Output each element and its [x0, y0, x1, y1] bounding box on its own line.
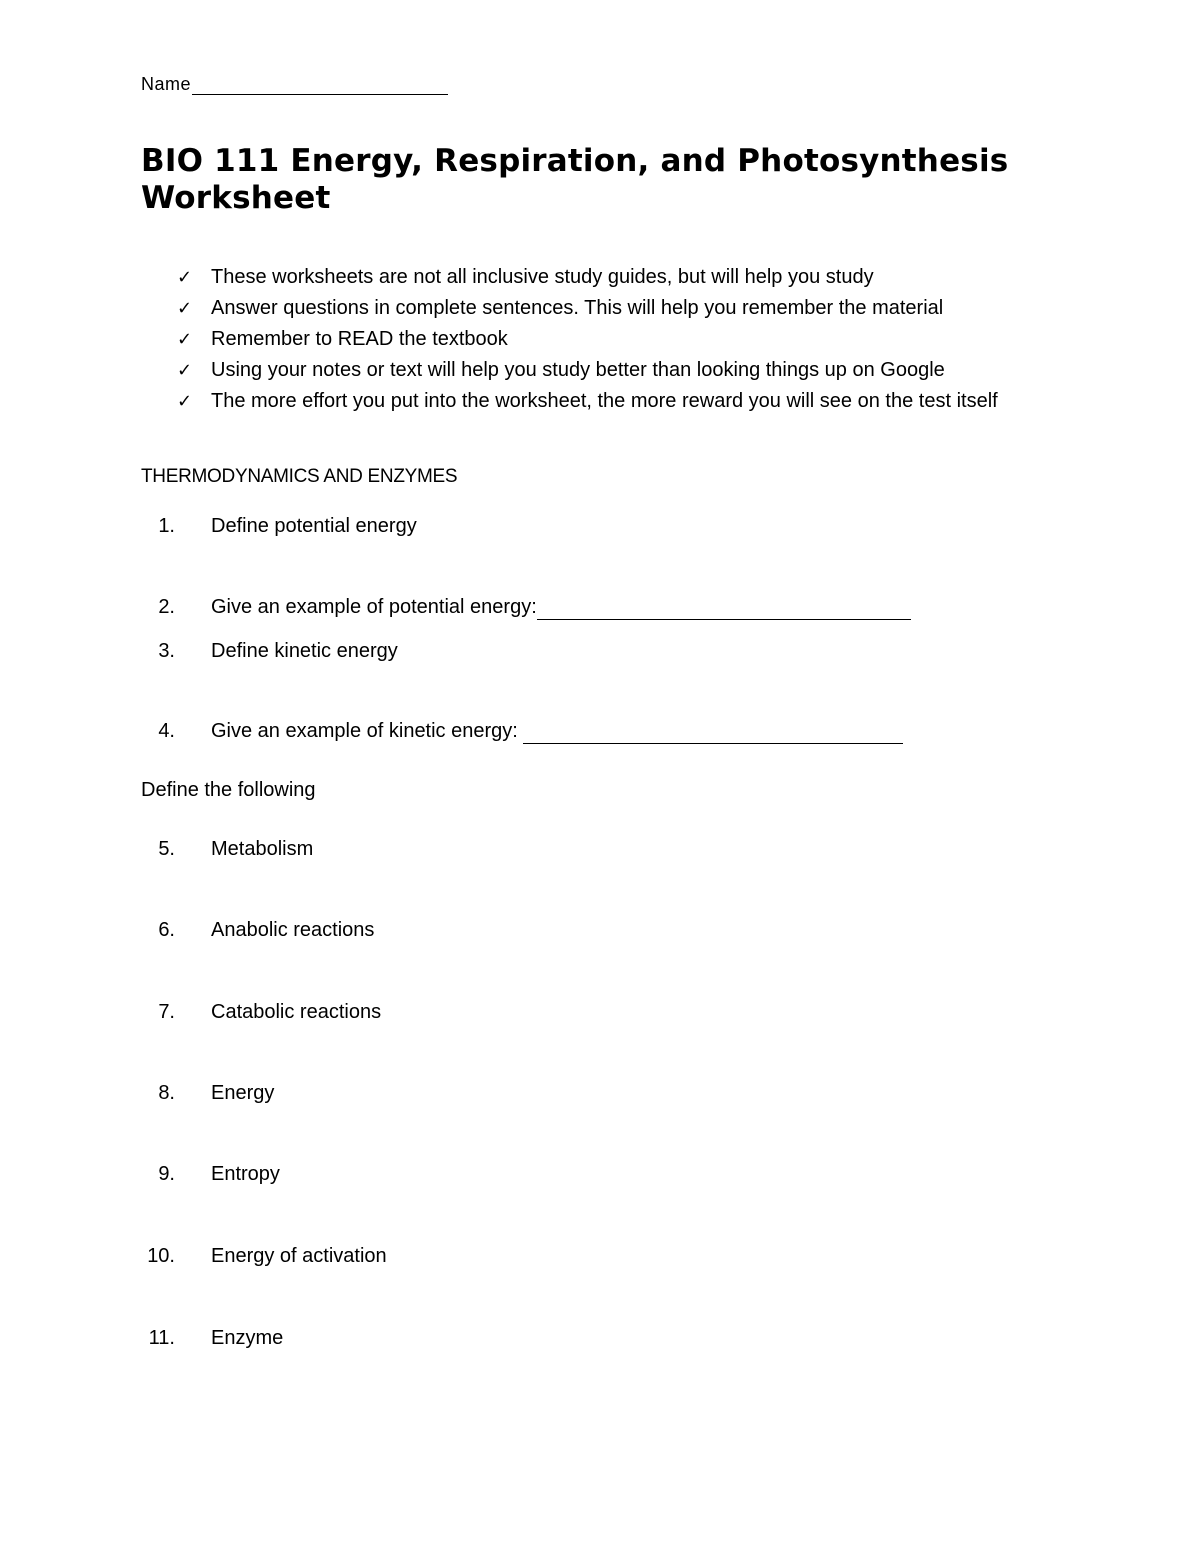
- checklist-item: [141, 324, 1041, 355]
- definition-item: [141, 1243, 387, 1269]
- name-blank[interactable]: [192, 76, 448, 95]
- definition-term: Anabolic reactions: [211, 919, 375, 941]
- question-text: Define potential energy: [211, 515, 417, 537]
- checkmark-icon: ✓: [177, 360, 193, 381]
- definition-number: 7.: [158, 1001, 175, 1023]
- definition-number: 5.: [158, 838, 175, 860]
- definition-number: 6.: [158, 919, 175, 941]
- definition-item: [141, 1080, 274, 1106]
- question-number: 2.: [158, 596, 175, 618]
- question-text: Give an example of kinetic energy:: [211, 720, 524, 742]
- question-item: [141, 718, 903, 744]
- name-label: Name: [141, 74, 192, 94]
- checkmark-icon: ✓: [177, 391, 193, 412]
- question-number: 4.: [158, 720, 175, 742]
- definition-number: 11.: [148, 1327, 175, 1349]
- checklist-item: [141, 262, 1041, 293]
- definition-term: Energy of activation: [211, 1245, 387, 1267]
- checklist-item-text: Remember to READ the textbook: [211, 328, 508, 350]
- tips-checklist: [141, 262, 1041, 417]
- question-text: Define kinetic energy: [211, 640, 398, 662]
- answer-blank[interactable]: [537, 599, 911, 620]
- checkmark-icon: ✓: [177, 298, 193, 319]
- definition-item: [141, 1325, 283, 1351]
- checklist-item: [141, 386, 1041, 417]
- question-text: Give an example of potential energy:: [211, 596, 537, 618]
- define-intro: Define the following: [141, 779, 316, 801]
- section-heading: THERMODYNAMICS AND ENZYMES: [141, 466, 458, 487]
- question-item: [141, 638, 398, 664]
- definition-item: [141, 1161, 280, 1187]
- checklist-item: [141, 293, 1041, 324]
- checklist-item-text: The more effort you put into the worksheet, the more reward you will see on the test itself: [211, 390, 998, 412]
- name-field: [141, 74, 448, 95]
- definition-term: Enzyme: [211, 1327, 284, 1349]
- checklist-item-text: Using your notes or text will help you study better than looking things up on Google: [211, 359, 945, 381]
- definition-term: Metabolism: [211, 838, 314, 860]
- checklist-item-text: These worksheets are not all inclusive study guides, but will help you study: [211, 266, 874, 288]
- checkmark-icon: ✓: [177, 267, 193, 288]
- checkmark-icon: ✓: [177, 329, 193, 350]
- answer-blank[interactable]: [523, 723, 903, 744]
- question-number: 3.: [158, 640, 175, 662]
- definition-number: 9.: [158, 1163, 175, 1185]
- question-item: [141, 513, 417, 539]
- question-number: 1.: [158, 515, 175, 537]
- definition-item: [141, 999, 381, 1025]
- page-title: BIO 111 Energy, Respiration, and Photosynthesis Worksheet: [141, 143, 1009, 216]
- checklist-item-text: Answer questions in complete sentences. This will help you remember the material: [211, 297, 944, 319]
- definition-number: 8.: [158, 1082, 175, 1104]
- definition-item: [141, 836, 313, 862]
- definition-term: Entropy: [211, 1163, 280, 1185]
- definition-term: Catabolic reactions: [211, 1001, 382, 1023]
- checklist-item: [141, 355, 1041, 386]
- definition-number: 10.: [147, 1245, 175, 1267]
- definition-term: Energy: [211, 1082, 275, 1104]
- question-item: [141, 594, 911, 620]
- definition-item: [141, 917, 374, 943]
